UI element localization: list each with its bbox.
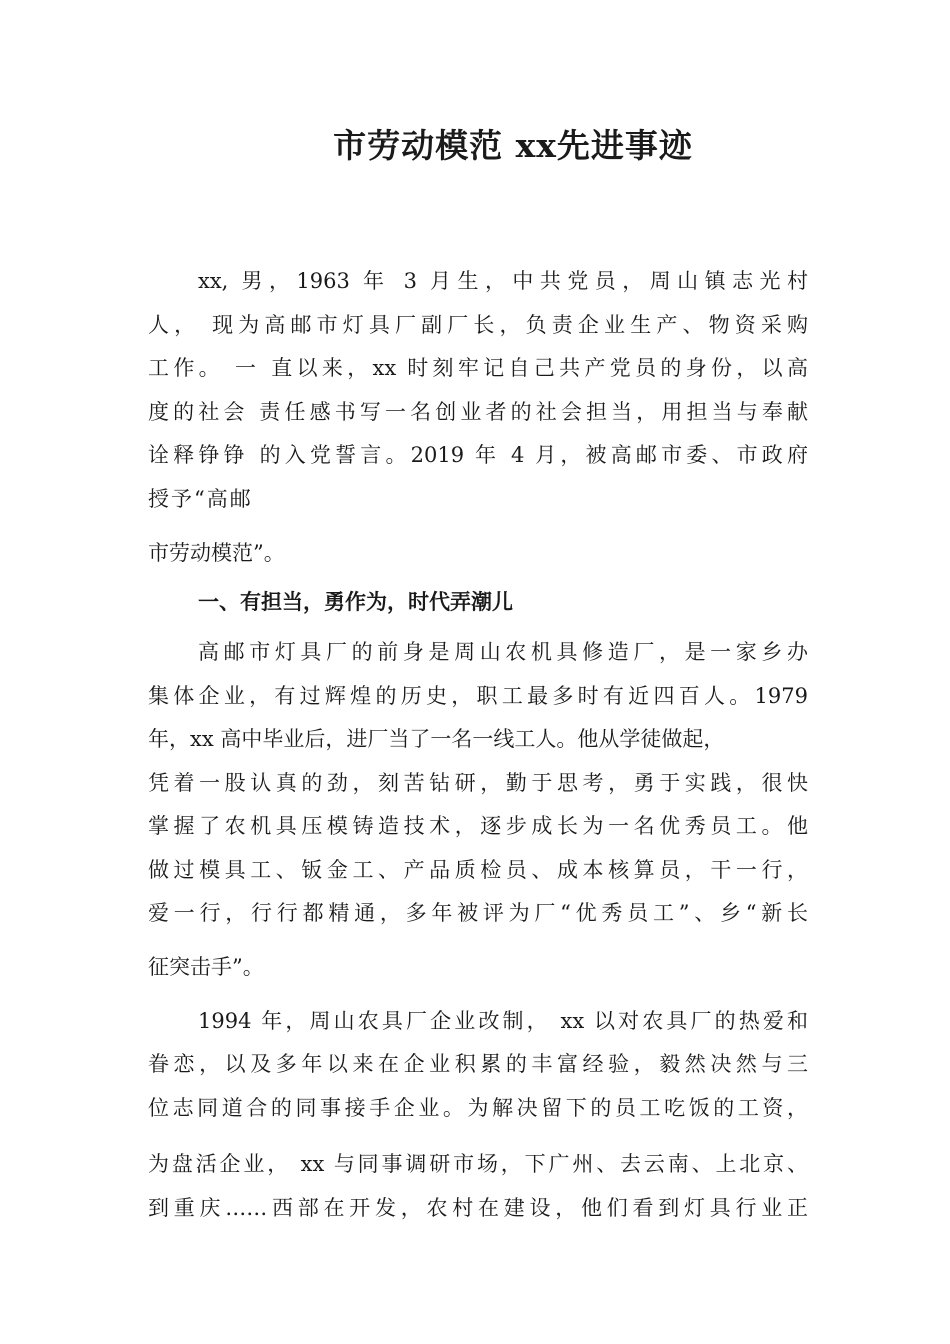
- paragraph-line: 位志同道合的同事接手企业。为解决留下的员工吃饭的工资，: [148, 1096, 808, 1120]
- section-heading: 一、有担当，勇作为，时代弄潮儿: [198, 590, 513, 614]
- paragraph-line: 1994 年，周山农具厂企业改制， xx 以对农具厂的热爱和: [198, 1009, 808, 1033]
- paragraph-line: 做过模具工、钣金工、产品质检员、成本核算员，干一行，: [148, 858, 808, 882]
- intro-line: 市劳动模范”。: [148, 541, 285, 565]
- paragraph-line: 为盘活企业， xx 与同事调研市场，下广州、去云南、上北京、: [148, 1152, 808, 1176]
- paragraph-line: 爱一行，行行都精通，多年被评为厂“优秀员工”、乡“新长: [148, 901, 808, 925]
- paragraph-line: 掌握了农机具压模铸造技术，逐步成长为一名优秀员工。他: [148, 814, 808, 838]
- paragraph-line: 高邮市灯具厂的前身是周山农机具修造厂，是一家乡办: [198, 640, 808, 664]
- paragraph-line: 眷恋，以及多年以来在企业积累的丰富经验，毅然决然与三: [148, 1052, 808, 1076]
- intro-line: 授予“高邮: [148, 487, 253, 511]
- intro-line: 诠释铮铮 的入党誓言。2019 年 4 月，被高邮市委、市政府: [148, 443, 808, 467]
- intro-line: 工作。 一 直以来，xx 时刻牢记自己共产党员的身份，以高: [148, 356, 808, 380]
- paragraph-line: 到重庆……西部在开发，农村在建设，他们看到灯具行业正: [148, 1196, 808, 1220]
- paragraph-line: 凭着一股认真的劲，刻苦钻研，勤于思考，勇于实践，很快: [148, 771, 808, 795]
- intro-line: xx, 男，1963 年 3 月生，中共党员，周山镇志光村: [198, 269, 808, 293]
- paragraph-line: 集体企业，有过辉煌的历史，职工最多时有近四百人。1979: [148, 684, 808, 708]
- intro-line: 人， 现为高邮市灯具厂副厂长，负责企业生产、物资采购: [148, 313, 808, 337]
- document-title: 市劳动模范 xx先进事迹: [333, 126, 693, 165]
- intro-line: 度的社会 责任感书写一名创业者的社会担当，用担当与奉献: [148, 400, 808, 424]
- paragraph-line: 年，xx 高中毕业后，进厂当了一名一线工人。他从学徒做起，: [148, 727, 725, 751]
- paragraph-line: 征突击手”。: [148, 955, 264, 979]
